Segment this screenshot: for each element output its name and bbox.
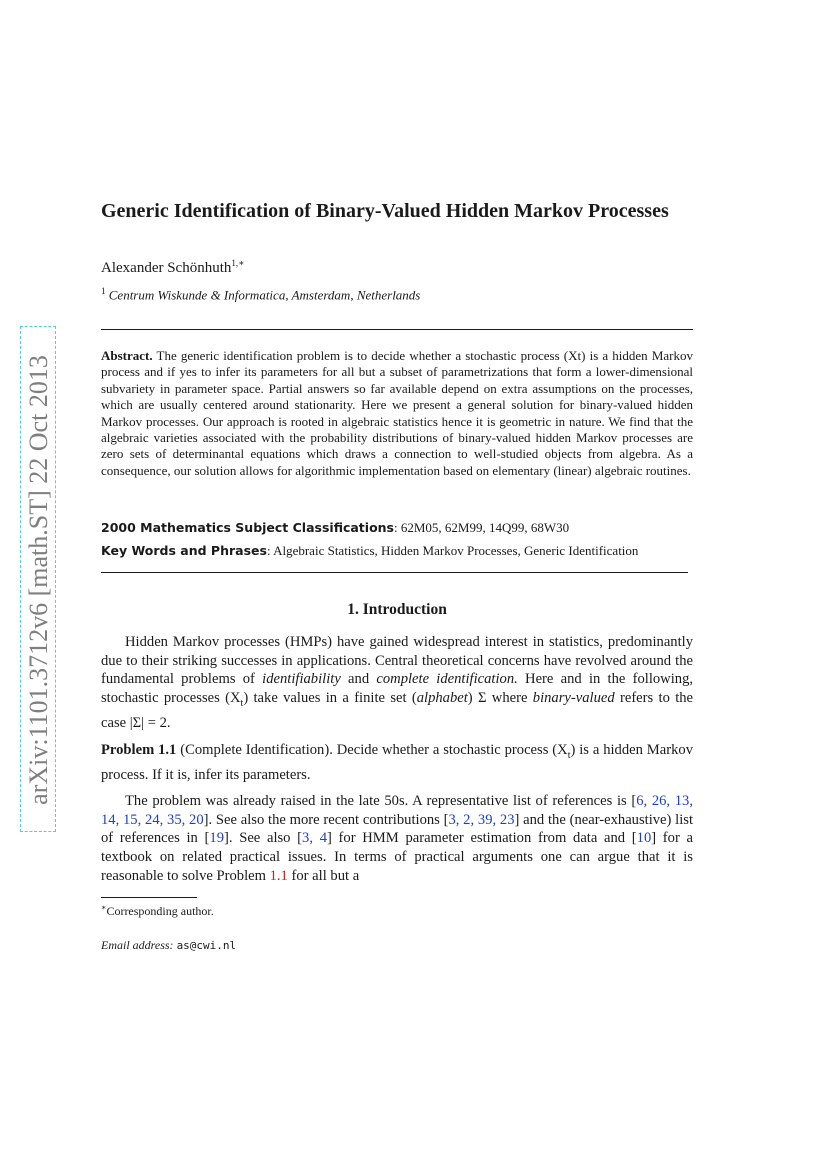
p3-text-7: for all but a — [287, 867, 360, 884]
problem-label: Problem 1.1 — [101, 742, 177, 758]
email-line — [101, 938, 693, 953]
p1-emphasis-complete-identification: complete identification. — [376, 671, 518, 688]
paper-title: Generic Identification of Binary-Valued Hidden Markov Processes — [101, 200, 669, 222]
intro-paragraph-1 — [101, 633, 693, 732]
intro-paragraph-3 — [101, 792, 693, 886]
p3-text-1: The problem was already raised in the late 50s. A representative list of references is [ — [125, 793, 637, 809]
abstract — [101, 348, 693, 479]
affiliation — [101, 286, 693, 303]
footnote-rule — [101, 897, 197, 898]
p1-text-d: ) take values in a finite set ( — [243, 690, 417, 707]
divider-bottom — [101, 572, 688, 573]
p3-text-2: ]. See also the more recent contributions [ — [203, 811, 449, 828]
p3-text-6: ] for a textbook on related practical issues. In terms of practical arguments one can argue that it is reasonable to solve Problem — [101, 830, 693, 884]
p1-text-c: Here and in the following, stochastic processes (X — [101, 671, 694, 707]
keywords-line — [101, 543, 693, 559]
p1-text-b: and — [340, 671, 377, 688]
p1-emphasis-binary-valued: binary-valued — [532, 690, 615, 707]
problem-text: Decide whether a stochastic process (X — [332, 742, 568, 758]
affiliation-text: Centrum Wiskunde & Informatica, Amsterdam, Netherlands — [108, 287, 421, 303]
affiliation-mark: 1 — [101, 286, 106, 296]
p3-text-3: ] and the (near-exhaustive) list of references in [ — [101, 811, 694, 847]
email-label: Email address: — [101, 938, 174, 952]
author-marks: 1,∗ — [231, 258, 245, 268]
p3-text-4: ]. See also [ — [224, 830, 303, 847]
footnote-text: Corresponding author. — [106, 904, 214, 918]
footnote-mark: ∗ — [101, 903, 107, 912]
problem-head: (Complete Identification). — [176, 742, 333, 758]
section-heading: 1. Introduction — [347, 601, 447, 618]
p1-subscript: t — [240, 698, 244, 710]
arxiv-identifier[interactable]: arXiv:1101.3712v6 [math.ST] 22 Oct 2013 — [24, 355, 53, 805]
p1-text-a: Hidden Markov processes (HMPs) have gained widespread interest in statistics, predominantly due to their striking successes in applications. Central theoretical concerns have revolved around the fundamental problems of — [101, 634, 693, 688]
keywords-value: : Algebraic Statistics, Hidden Markov Processes, Generic Identification — [266, 543, 639, 558]
citation-link[interactable]: 3, 4 — [302, 830, 327, 847]
problem-text-2: ) is a hidden Markov process. If it is, infer its parameters. — [101, 742, 693, 783]
msc-value: : 62M05, 62M99, 14Q99, 68W30 — [394, 520, 570, 535]
p1-text-e: ) Σ where — [467, 690, 533, 707]
citation-link[interactable]: 6, 26, 13, 14, 15, 24, 35, 20 — [101, 793, 693, 828]
problem-reference-link[interactable]: 1.1 — [269, 867, 288, 884]
problem-subscript: t — [567, 749, 571, 761]
msc-line — [101, 520, 693, 536]
p1-emphasis-identifiability: identifiability — [262, 671, 341, 688]
citation-link[interactable]: 3, 2, 39, 23 — [448, 811, 515, 828]
author-name: Alexander Schönhuth — [101, 260, 232, 276]
author-line — [101, 258, 693, 277]
arxiv-stamp — [20, 326, 56, 832]
email-address[interactable]: as@cwi.nl — [176, 939, 237, 952]
divider-top — [101, 329, 693, 330]
footnote — [101, 903, 693, 919]
msc-label: 2000 Mathematics Subject Classifications — [101, 520, 394, 535]
abstract-label: Abstract. — [101, 348, 153, 363]
citation-link[interactable]: 10 — [636, 830, 652, 847]
p3-text-5: ] for HMM parameter estimation from data and [ — [326, 830, 637, 847]
abstract-text: The generic identification problem is to decide whether a stochastic process (Xt) is a hidden Markov process and if yes to infer its parameters for all but a subset of parametrizations that form a lower-dimensional subvariety in parameter space. Partial answers so far available depend on extra assumptions on the processes, which are usually centered around stationarity. Here we present a general solution for binary-valued hidden Markov processes. Our approach is rooted in algebraic statistics hence it is geometric in nature. We find that the algebraic varieties associated with the probability distributions of binary-valued hidden Markov processes are zero sets of determinantal equations which draws a connection to well-studied objects from algebra. As a consequence, our solution allows for algorithmic implementation based on elementary (linear) algebraic routines. — [101, 348, 693, 478]
p1-text-f: refers to the case |Σ| = 2. — [101, 690, 694, 731]
keywords-label: Key Words and Phrases — [101, 543, 267, 558]
citation-link[interactable]: 19 — [209, 830, 224, 847]
p1-emphasis-alphabet: alphabet — [416, 690, 468, 707]
problem-statement — [101, 741, 693, 784]
